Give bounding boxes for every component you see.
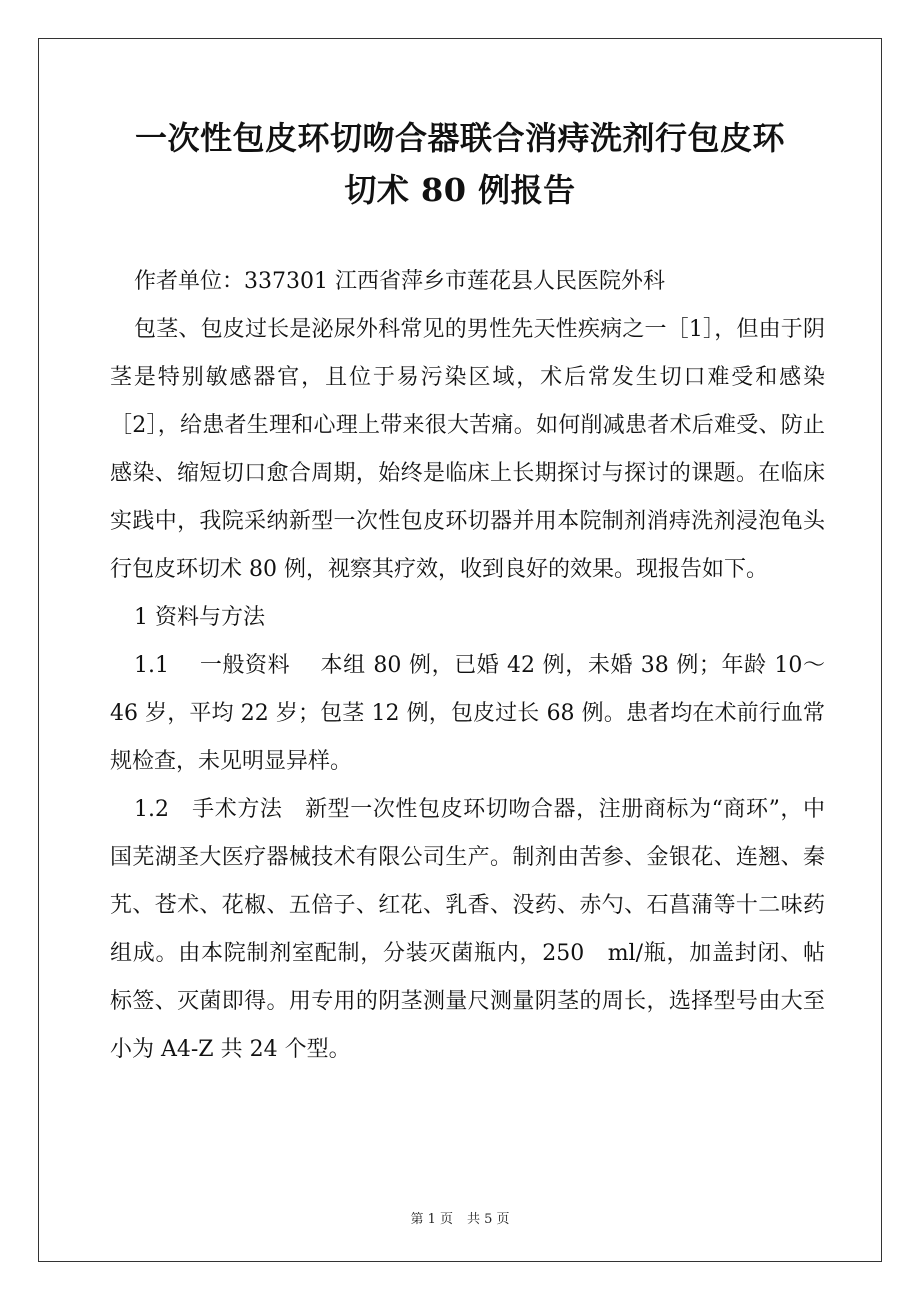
page-number-total: 共 5 页	[467, 1212, 510, 1227]
document-body	[110, 258, 825, 1074]
general-data-paragraph: 1.1 一般资料 本组 80 例，已婚 42 例，未婚 38 例；年龄 10～46 岁，平均 22 岁；包茎 12 例，包皮过长 68 例。患者均在术前行血常规检查，未见明显异样。	[110, 653, 825, 774]
page-footer	[0, 1208, 920, 1227]
page-number-current: 第 1 页	[410, 1212, 453, 1227]
section-heading-materials-methods: 1 资料与方法	[134, 605, 265, 630]
surgical-method-paragraph: 1.2 手术方法 新型一次性包皮环切吻合器，注册商标为“商环”，中国芜湖圣大医疗器械技术有限公司生产。制剂由苦参、金银花、连翘、秦艽、苍术、花椒、五倍子、红花、乳香、没药、赤勺、石菖蒲等十二味药组成。由本院制剂室配制，分装灭菌瓶内，250 ml/瓶，加盖封闭、帖标签、灭菌即得。用专用的阴茎测量尺测量阴茎的周长，选择型号由大至小为 A4-Z 共 24 个型。	[110, 797, 825, 1062]
author-affiliation: 作者单位：337301 江西省萍乡市莲花县人民医院外科	[134, 269, 665, 294]
document-title	[60, 112, 860, 216]
title-line-2: 切术 80 例报告	[344, 171, 576, 209]
title-line-1: 一次性包皮环切吻合器联合消痔洗剂行包皮环	[134, 119, 785, 157]
intro-paragraph: 包茎、包皮过长是泌尿外科常见的男性先天性疾病之一［1］，但由于阴茎是特别敏感器官，且位于易污染区域，术后常发生切口难受和感染［2］，给患者生理和心理上带来很大苦痛。如何削减患者术后难受、防止感染、缩短切口愈合周期，始终是临床上长期探讨与探讨的课题。在临床实践中，我院采纳新型一次性包皮环切器并用本院制剂消痔洗剂浸泡龟头行包皮环切术 80 例，视察其疗效，收到良好的效果。现报告如下。	[110, 317, 825, 582]
